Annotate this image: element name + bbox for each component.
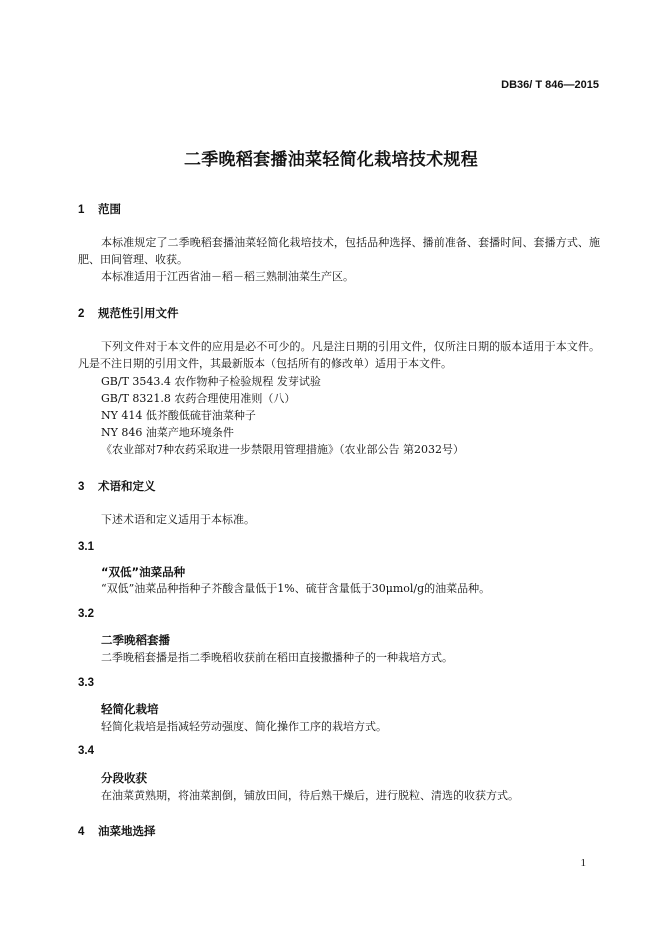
reference-item: GB/T 8321.8 农药合理使用准则（八） [101, 392, 296, 405]
document-title: 二季晚稻套播油菜轻简化栽培技术规程 [183, 150, 479, 170]
section-1-heading [78, 201, 121, 217]
section-3-paragraph-1: 下述术语和定义适用于本标准。 [101, 513, 255, 526]
clause-number: 3.1 [78, 541, 94, 553]
term-definition: 二季晚稻套播是指二季晚稻收获前在稻田直接撒播种子的一种栽培方式。 [101, 651, 453, 664]
page-number: 1 [580, 857, 586, 869]
section-title: 油菜地选择 [98, 824, 156, 838]
section-2-heading [78, 305, 179, 321]
section-title: 术语和定义 [98, 479, 156, 493]
section-number: 2 [78, 308, 85, 320]
clause-number: 3.2 [78, 608, 94, 620]
section-number: 3 [78, 481, 85, 493]
clause-number: 3.4 [78, 745, 94, 757]
section-3-heading [78, 478, 156, 494]
reference-item: NY 414 低芥酸低硫苷油菜种子 [101, 409, 256, 422]
reference-item: NY 846 油菜产地环境条件 [101, 426, 234, 439]
term-definition: 在油菜黄熟期，将油菜割倒，铺放田间，待后熟干燥后，进行脱粒、清选的收获方式。 [101, 789, 519, 802]
term-heading: 二季晚稻套播 [101, 633, 170, 647]
section-4-heading [78, 823, 156, 839]
section-1-paragraph-1: 本标准规定了二季晚稻套播油菜轻简化栽培技术，包括品种选择、播前准备、套播时间、套播方式、施肥、田间管理、收获。 [78, 236, 600, 266]
section-2-paragraph-1: 下列文件对于本文件的应用是必不可少的。凡是注日期的引用文件，仅所注日期的版本适用于本文件。凡是不注日期的引用文件，其最新版本（包括所有的修改单）适用于本文件。 [78, 340, 600, 370]
section-number: 4 [78, 826, 85, 838]
term-definition: 轻简化栽培是指减轻劳动强度、简化操作工序的栽培方式。 [101, 720, 387, 733]
reference-item: GB/T 3543.4 农作物种子检验规程 发芽试验 [101, 375, 321, 388]
clause-number: 3.3 [78, 677, 94, 689]
section-title: 范围 [98, 202, 121, 216]
reference-item: 《农业部对7种农药采取进一步禁限用管理措施》（农业部公告 第2032号） [101, 443, 464, 456]
section-1-paragraph-2: 本标准适用于江西省油－稻－稻三熟制油菜生产区。 [101, 270, 354, 283]
standard-number: DB36/ T 846—2015 [501, 79, 599, 91]
section-number: 1 [78, 204, 85, 216]
section-title: 规范性引用文件 [98, 306, 179, 320]
term-heading: “双低”油菜品种 [101, 565, 186, 579]
term-heading: 分段收获 [101, 771, 147, 785]
term-definition: “双低”油菜品种指种子芥酸含量低于1%、硫苷含量低于30μmol/g的油菜品种。 [101, 582, 491, 595]
term-heading: 轻简化栽培 [101, 702, 159, 716]
